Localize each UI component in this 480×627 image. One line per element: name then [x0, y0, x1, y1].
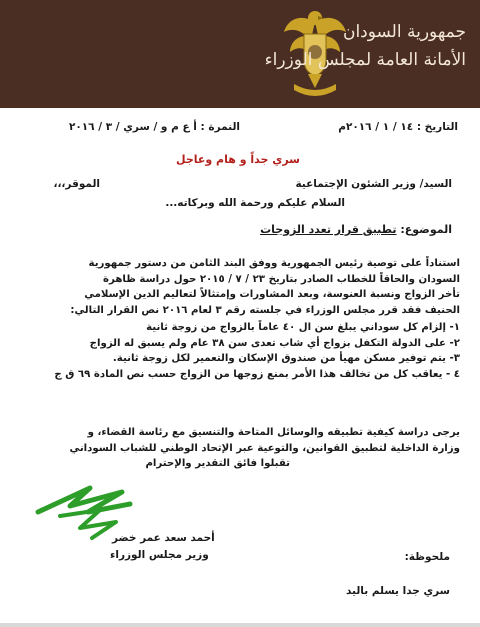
- intro-line: السودان والحاقاً للخطاب الصادر بتاريخ ٢٣ / ٧ / ٢٠١٥ حول دراسة ظاهرة: [103, 273, 460, 285]
- addressee-to: السيد/ وزير الشئون الإجتماعية: [295, 178, 452, 190]
- intro-paragraph: [15, 256, 460, 318]
- date-label: التاريخ :: [416, 121, 458, 133]
- intro-line: الحنيف فقد قرر مجلس الوزراء في جلسته رقم ٣ لعام ٢٠١٦ نص القرار التالي:: [70, 304, 460, 316]
- page-bottom-edge: [0, 623, 480, 627]
- decision-item: ٣- يتم توفير مسكن مهيأ من صندوق الإسكان والتعمير لكل زوجة ثانية.: [112, 353, 460, 365]
- intro-line: استناداً على توصية رئيس الجمهورية ووفق البند الثامن من دستور جمهورية: [88, 258, 460, 269]
- decision-item: ١- إلزام كل سوداني يبلغ سن ال ٤٠ عاماً بالزواج من زوجة ثانية: [146, 322, 460, 333]
- header-country: جمهورية السودان: [342, 22, 466, 42]
- closing-line: تقبلوا فائق التقدير والإحترام: [145, 458, 290, 470]
- addressee-title: الموقر،،،: [53, 178, 100, 190]
- letterhead-banner: [0, 0, 480, 108]
- closing-paragraph: [15, 425, 460, 472]
- greeting: السلام عليكم ورحمة الله وبركاته...: [165, 197, 345, 209]
- decision-list: [15, 320, 460, 382]
- intro-line: تأخر الزواج ونسبة العنوسة، وبعد المشاورات وإمتثالاً لتعاليم الدين الإسلامي: [84, 289, 460, 301]
- signatory-name: أحمد سعد عمر خضر: [112, 532, 215, 544]
- date-line: [338, 121, 458, 133]
- ref-value: أ ع م و / سري / ٣ / ٢٠١٦: [68, 121, 197, 133]
- notes-label: ملحوظة:: [404, 551, 450, 563]
- signatory-title: وزير مجلس الوزراء: [110, 549, 209, 561]
- subject-label: الموضوع:: [400, 223, 452, 236]
- ref-label: النمرة :: [200, 121, 240, 133]
- decision-item: ٢- على الدولة التكفل بزواج أي شاب تعدى سن ٣٨ عام ولم يسبق له الزواج: [89, 337, 460, 349]
- closing-line: وزارة الداخلية لتطبيق القوانين، والتوعية عبر الإتحاد الوطني للشباب السوداني: [69, 442, 460, 454]
- classification-label: سري جداً و هام وعاجل: [176, 153, 300, 166]
- footer-note: سري جدا يسلم باليد: [345, 585, 450, 597]
- subject-line: [260, 223, 452, 236]
- decision-item: ٤ - يعاقب كل من تخالف هذا الأمر بمنع زوجها من الزواج حسب نص المادة ٦٩ ق ج: [54, 368, 460, 380]
- reference-line: [69, 121, 240, 133]
- subject-text: تطبيق قرار تعدد الزوجات: [260, 223, 397, 236]
- closing-line: يرجى دراسة كيفية تطبيقه والوسائل المتاحة والتنسيق مع رئاسة القضاء، و: [87, 427, 460, 438]
- header-department: الأمانة العامة لمجلس الوزراء: [264, 50, 466, 70]
- date-value: ١٤ / ١ / ٢٠١٦م: [338, 121, 414, 133]
